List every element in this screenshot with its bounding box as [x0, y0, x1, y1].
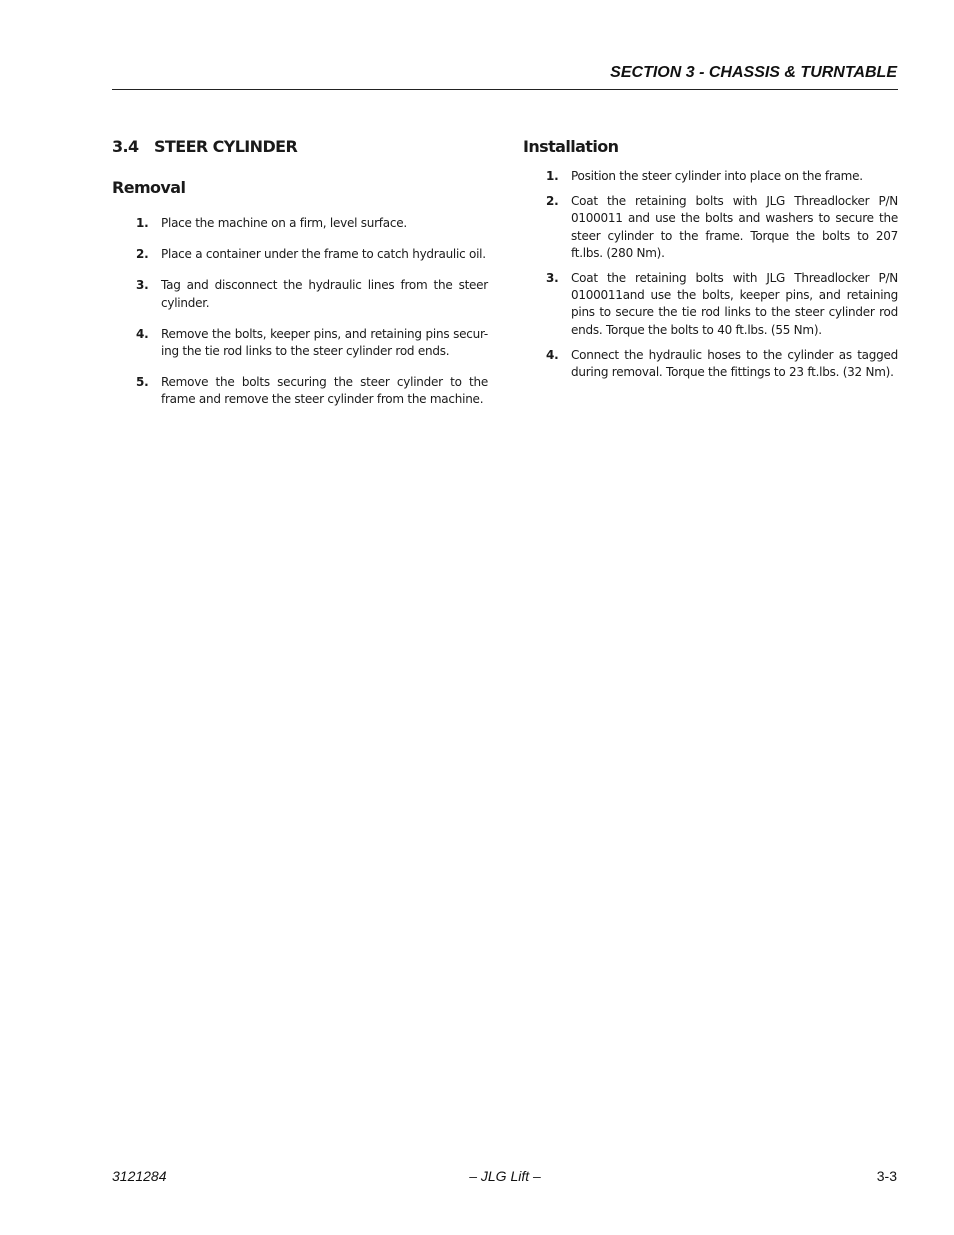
step-number: 3.: [546, 271, 559, 286]
step-number: 4.: [546, 347, 559, 362]
footer-publisher: – JLG Lift –: [469, 1168, 541, 1184]
installation-step: [523, 347, 898, 381]
step-number: 1.: [546, 169, 559, 183]
removal-step: [112, 326, 488, 360]
step-number: 5.: [136, 375, 149, 390]
page-header-title: SECTION 3 - CHASSIS & TURNTABLE: [610, 64, 897, 81]
step-text: Remove the bolts securing the steer cylinder to the frame and remove the steer cylinder from the machine.: [161, 375, 488, 407]
right-column: [523, 134, 898, 381]
installation-step: [523, 168, 898, 185]
removal-step: [112, 215, 488, 232]
removal-step: [112, 374, 488, 408]
installation-step: [523, 270, 898, 339]
step-text: Remove the bolts, keeper pins, and retaining pins secur-ing the tie rod links to the steer cylinder rod ends.: [161, 326, 488, 359]
step-text: Coat the retaining bolts with JLG Threadlocker P/N 0100011 and use the bolts and washers to secure the steer cylinder to the frame. Torque the bolts to 207 ft.lbs. (280 Nm).: [571, 194, 898, 260]
installation-steps: [523, 168, 898, 381]
installation-step: [523, 193, 898, 262]
step-text: Connect the hydraulic hoses to the cylinder as tagged during removal. Torque the fittings to 23 ft.lbs. (32 Nm).: [571, 347, 898, 380]
step-text: Place the machine on a firm, level surface.: [161, 216, 407, 230]
step-text: Position the steer cylinder into place on the frame.: [571, 169, 863, 183]
installation-heading: Installation: [523, 137, 619, 156]
step-number: 2.: [546, 194, 559, 209]
section-number: 3.4: [112, 137, 139, 156]
step-number: 3.: [136, 278, 149, 293]
section-heading: [112, 134, 488, 160]
removal-steps: [112, 215, 488, 409]
step-text: Coat the retaining bolts with JLG Threadlocker P/N 0100011and use the bolts, keeper pins, and retaining pins to secure the tie rod links to the steer cylinder rod ends. Torque the bolts to 40 ft.lbs. (55 Nm).: [571, 271, 898, 337]
removal-heading: Removal: [112, 178, 186, 197]
step-text: Tag and disconnect the hydraulic lines from the steer cylinder.: [161, 278, 488, 310]
removal-step: [112, 246, 488, 263]
footer-doc-number: 3121284: [112, 1168, 167, 1184]
footer-page-number: 3-3: [876, 1168, 897, 1184]
step-number: 4.: [136, 326, 149, 341]
header-divider: [112, 89, 898, 90]
section-title: STEER CYLINDER: [154, 137, 298, 156]
removal-step: [112, 277, 488, 311]
step-number: 2.: [136, 247, 149, 262]
step-text: Place a container under the frame to catch hydraulic oil.: [161, 247, 486, 262]
step-number: 1.: [136, 216, 149, 230]
left-column: [112, 134, 488, 409]
